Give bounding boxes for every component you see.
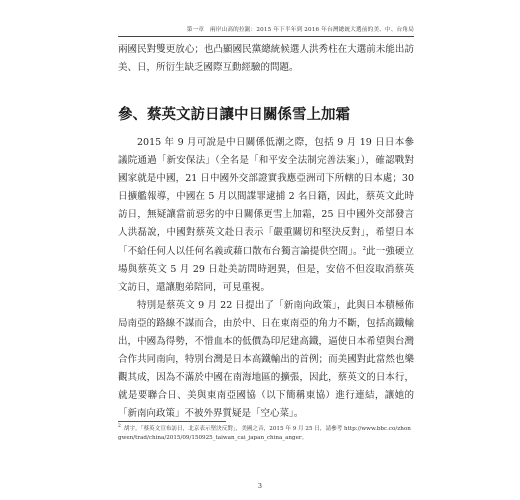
intro-paragraph: 兩國民對雙更放心；也凸顯國民黨總統候選人洪秀柱在大選前未能出訪美、日，所衍生缺乏國際互動經驗的問題。: [118, 44, 414, 74]
body-paragraph-1-continued: 此一強硬立場與蔡英文 5 月 29 日赴美訪問時迥異，但是，安倍不但沒取消蔡英文訪日，還讓胞弟陪同，可見重視。: [118, 245, 414, 293]
footnote: [118, 425, 414, 443]
header-divider: [118, 36, 414, 37]
footnote-number: 2: [118, 424, 121, 430]
running-header: [118, 22, 414, 36]
body-paragraph-2: 特別是蔡英文 9 月 22 日提出了「新南向政策」，此與日本積極佈局南亞的路線不謀而合，由於中、日在東南亞的角力不斷，包括高鐵輸出，中國為得勢，不惜血本的低價為印尼建高鐵，逼使日本希望與台灣合作共同南向，特別台灣是日本高鐵輸出的首例；而美國對此當然也樂觀其成，因為不滿於中國在南海地區的擴張，因此，蔡英文的日本行，就是要聯合日、美與東南亞國協（以下簡稱東協）進行連結，讓她的「新南向政策」不被外界質疑是「空心菜」。: [118, 299, 414, 420]
section-heading: 參、蔡英文訪日讓中日關係雪上加霜: [118, 107, 350, 123]
footnote-divider: [118, 421, 226, 422]
body-paragraph-1-text: 2015 年 9 月可說是中日關係低潮之際，包括 9 月 19 日日本參議院通過「新安保法」（全名是「和平安全法制完善法案」），確認戰對國家就是中國，21 日中國外交部證實我應亞洲司下所轄的日本處；30 日擴艦報導，中國在 5 月以間諜罪逮捕 2 名日籍，因此，蔡英文此時訪日，無疑讓當前惡劣的中日關係更雪上加霜，25 日中國外交部發言人洪磊說，中國對蔡英文赴日表示「嚴重關切和堅決反對」，希望日本「不給任何人以任何名義或藉口散布台獨言論提供空間」。: [118, 137, 414, 257]
footnote-text: 胡宇，「蔡英文宣布訪日，北京表示堅決反對」，美國之音，2015 年 9 月 25 日，請參考 http://www.bbc.co/zhongwen/trad/china/2015/09/150925_taiwan_cai_japan_china_anger。: [118, 426, 411, 441]
section-body: [118, 134, 414, 424]
intro-block: [118, 41, 414, 77]
body-paragraph-1: [118, 134, 414, 297]
footnote-reference[interactable]: 2: [362, 245, 367, 252]
page-number: 3: [257, 482, 263, 490]
running-header-title: 第一章 兩岸山高的拉鋸：2015 年下半年到 2016 年台灣總統大選前的美、中、台角局: [186, 27, 414, 33]
